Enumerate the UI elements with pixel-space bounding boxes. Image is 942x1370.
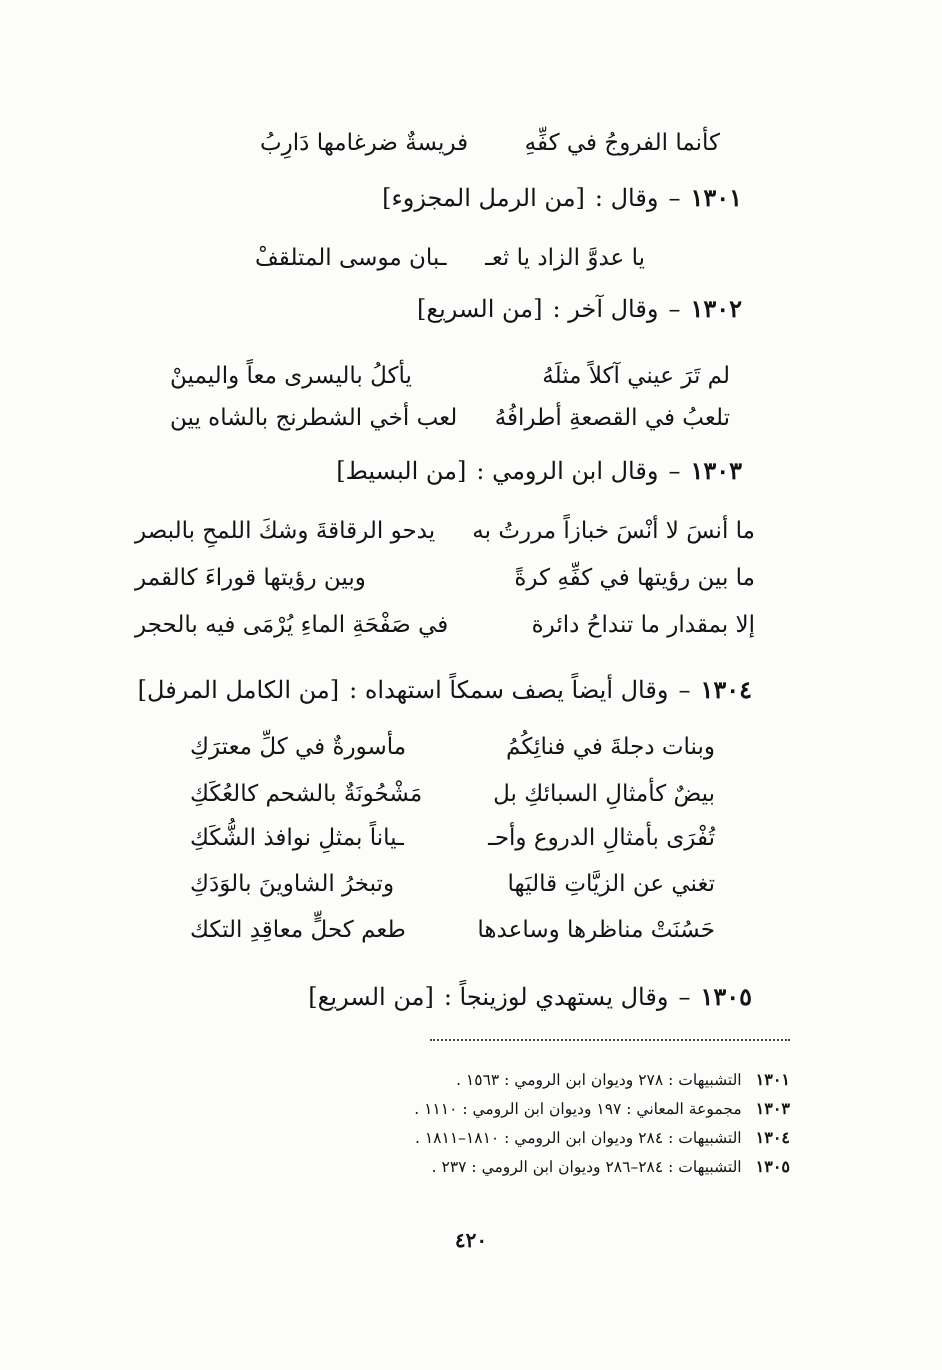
dash: – bbox=[668, 457, 681, 485]
footnote-text: التشبيهات : ٢٧٨ وديوان ابن الرومي : ١٥٦٣ . bbox=[456, 1071, 742, 1089]
verse-hemistich-right: وبنات دجلةَ في فنائِكُمُ bbox=[506, 734, 715, 760]
poem-heading-1302 bbox=[417, 289, 742, 329]
verse-hemistich-right: تغني عن الزيَّاتِ قاليَها bbox=[507, 871, 715, 897]
meter-label: [من الكامل المرفل] bbox=[137, 676, 340, 704]
verse-line bbox=[190, 727, 715, 767]
heading-text: وقال يستهدي لوزينجاً : bbox=[443, 983, 669, 1011]
meter-label: [من السريع] bbox=[416, 295, 543, 323]
verse-hemistich-left: في صَفْحَةِ الماءِ يُرْمَى فيه بالحجر bbox=[135, 612, 449, 638]
verse-line bbox=[170, 356, 730, 396]
footnote-number: ١٣٠٥ bbox=[755, 1157, 790, 1176]
heading-text: وقال ابن الرومي : bbox=[476, 457, 659, 485]
verse-hemistich-right: حَسُنَتْ مناظرها وساعدها bbox=[477, 917, 715, 943]
verse-hemistich-right: يا عدوَّ الزاد يا ثعـ bbox=[485, 245, 645, 271]
dash: – bbox=[678, 983, 691, 1011]
poem-heading-1304 bbox=[138, 670, 752, 710]
footnote-text: التشبيهات : ٢٨٤ وديوان ابن الرومي : ١٨١٠–١٨١١ . bbox=[415, 1129, 742, 1147]
verse-hemistich-right: إلا بمقدار ما تنداحُ دائرة bbox=[531, 612, 755, 638]
verse-line bbox=[190, 818, 715, 858]
meter-label: [من الرمل المجزوء] bbox=[382, 184, 585, 212]
poem-number: ١٣٠٢ bbox=[690, 294, 742, 323]
verse-line bbox=[135, 511, 755, 551]
verse-hemistich-left: مَشْحُونَةٌ بالشحم كالعُكَكِ bbox=[190, 781, 423, 807]
verse-line bbox=[190, 864, 715, 904]
verse-hemistich-left: ـياناً بمثلِ نوافذ الشُّكَكِ bbox=[190, 825, 404, 851]
footnote-text: مجموعة المعاني : ١٩٧ وديوان ابن الرومي : ١١١٠ . bbox=[414, 1100, 742, 1118]
footnote bbox=[432, 1153, 790, 1181]
poem-heading-1303 bbox=[336, 451, 742, 491]
poem-heading-1301 bbox=[382, 178, 742, 218]
verse-hemistich-right: ما أنسَ لا أنْسَ خبازاً مررتُ به bbox=[472, 518, 755, 544]
verse-hemistich-left: طعم كحلٍّ معاقِدِ التكك bbox=[190, 917, 406, 943]
footnote bbox=[414, 1095, 790, 1123]
verse-hemistich-left: لعب أخي الشطرنج بالشاه يين bbox=[170, 405, 458, 431]
verse-hemistich-left: وتبخرُ الشاوينَ بالوَدَكِ bbox=[190, 871, 395, 897]
verse-hemistich-left: يأكلُ باليسرى معاً واليمينْ bbox=[170, 363, 412, 389]
verse-line bbox=[170, 398, 730, 438]
verse-hemistich-right: لم تَرَ عيني آكلاً مثلَهُ bbox=[542, 363, 730, 389]
verse-hemistich-left: ـبان موسى المتلقفْ bbox=[255, 245, 447, 271]
page-number: ٤٢٠ bbox=[454, 1228, 488, 1252]
verse-hemistich-right: كأنما الفروجُ في كفِّهِ bbox=[524, 130, 720, 156]
footnote-number: ١٣٠١ bbox=[755, 1070, 790, 1089]
verse-line bbox=[190, 774, 715, 814]
footnote-text: التشبيهات : ٢٨٤–٢٨٦ وديوان ابن الرومي : ٢٣٧ . bbox=[431, 1158, 742, 1176]
verse-hemistich-left: فريسةٌ ضرغامها دَارِبُ bbox=[260, 130, 469, 156]
verse-hemistich-right: تُفْرَى بأمثالِ الدروع وأحـ bbox=[488, 825, 715, 851]
poem-number: ١٣٠١ bbox=[690, 183, 742, 212]
heading-text: وقال : bbox=[594, 184, 659, 212]
verse-hemistich-left: يدحو الرقاقةَ وشكَ اللمحِ بالبصر bbox=[135, 518, 436, 544]
footnote-separator bbox=[430, 1039, 790, 1041]
verse-hemistich-left: مأسورةٌ في كلِّ معترَكِ bbox=[190, 734, 407, 760]
verse-hemistich-right: ما بين رؤيتها في كفِّهِ كرةً bbox=[514, 565, 755, 591]
dash: – bbox=[668, 184, 681, 212]
footnote-number: ١٣٠٤ bbox=[755, 1128, 790, 1147]
poem-number: ١٣٠٥ bbox=[700, 982, 752, 1011]
footnote-number: ١٣٠٣ bbox=[755, 1099, 790, 1118]
footnote bbox=[456, 1066, 790, 1094]
verse-hemistich-left: وبين رؤيتها قوراءَ كالقمر bbox=[135, 565, 366, 591]
verse-line bbox=[135, 605, 755, 645]
verse-hemistich-right: تلعبُ في القصعةِ أطرافُهُ bbox=[494, 405, 730, 431]
heading-text: وقال آخر : bbox=[552, 295, 659, 323]
verse-line bbox=[255, 238, 645, 278]
verse-line bbox=[190, 910, 715, 950]
verse-line bbox=[135, 558, 755, 598]
meter-label: [من البسيط] bbox=[336, 457, 467, 485]
poem-heading-1305 bbox=[308, 977, 752, 1017]
heading-text: وقال أيضاً يصف سمكاً استهداه : bbox=[349, 676, 669, 704]
footnote bbox=[415, 1124, 790, 1152]
dash: – bbox=[678, 676, 691, 704]
dash: – bbox=[668, 295, 681, 323]
verse-line bbox=[260, 123, 720, 163]
verse-hemistich-right: بيضٌ كأمثالِ السبائكِ بل bbox=[493, 781, 715, 807]
poem-number: ١٣٠٣ bbox=[690, 456, 742, 485]
meter-label: [من السريع] bbox=[308, 983, 434, 1011]
poem-number: ١٣٠٤ bbox=[700, 675, 752, 704]
